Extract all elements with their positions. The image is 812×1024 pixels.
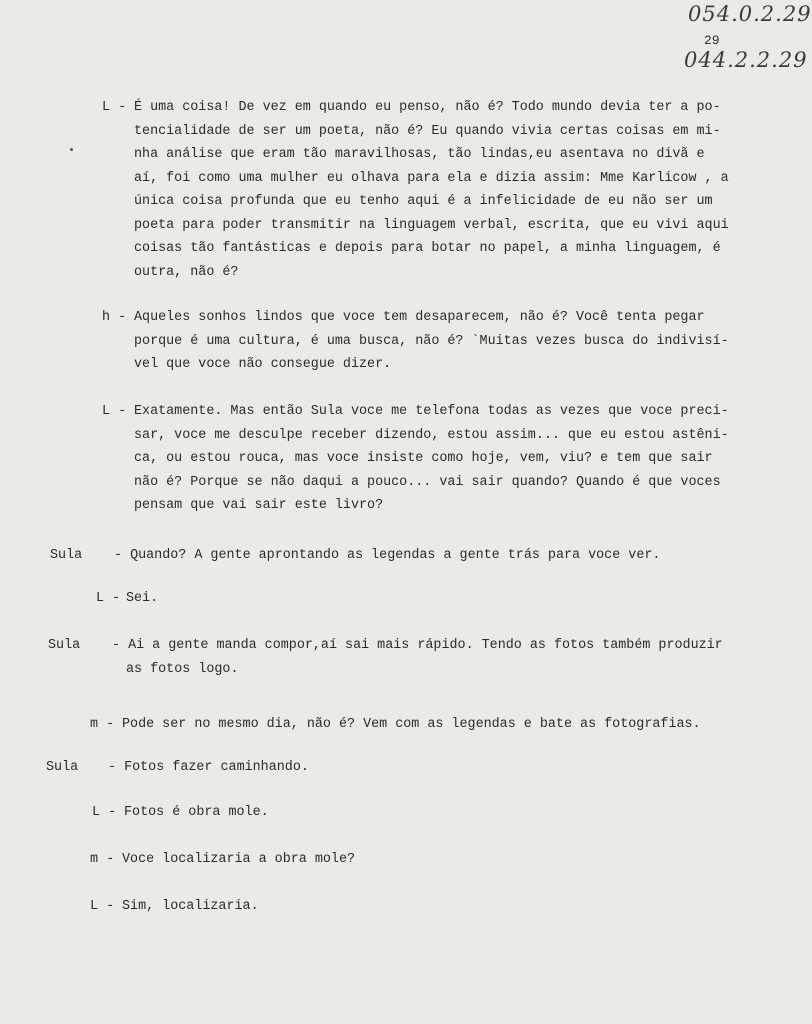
dialogue-line: porque é uma cultura, é uma busca, não é? `Muitas vezes busca do indivisí- <box>134 333 729 349</box>
dialogue-line: Aqueles sonhos lindos que voce tem desaparecem, não é? Você tenta pegar <box>134 310 705 325</box>
speaker-label: m - <box>90 717 115 732</box>
dialogue-line: pensam que vai sair este livro? <box>134 498 384 513</box>
dialogue-line: as fotos logo. <box>126 661 239 677</box>
speaker-label: Sula <box>48 638 81 653</box>
dialogue-line: nha análise que eram tão maravilhosas, tão lindas,eu asentava no divã e <box>134 147 705 162</box>
speaker-label: m - <box>90 852 115 867</box>
speaker-label: L - <box>96 591 121 606</box>
dialogue-line: Voce localizaria a obra mole? <box>122 852 356 867</box>
dialogue-line: sar, voce me desculpe receber dizendo, estou assim... que eu estou astêni- <box>134 427 729 443</box>
dialogue-line: - Ai a gente manda compor,aí sai mais rápido. Tendo as fotos também produzir <box>112 638 723 653</box>
archive-code-handwritten: 054.0.2.29 <box>688 2 812 26</box>
dialogue-line: outra, não é? <box>134 264 239 280</box>
dialogue-line: Sim, localizaria. <box>122 899 259 914</box>
dialogue-line: ca, ou estou rouca, mas voce insiste como hoje, vem, viu? e tem que sair <box>134 451 713 466</box>
dialogue-line: única coisa profunda que eu tenho aqui é a infelicidade de eu não ser um <box>134 194 713 209</box>
dialogue-line: Fotos é obra mole. <box>124 805 269 820</box>
page-number: 29 <box>704 33 720 48</box>
dialogue-line: Sei. <box>126 591 159 606</box>
speaker-label: Sula <box>46 760 79 775</box>
dialogue-line: tencialidade de ser um poeta, não é? Eu quando vivia certas coisas em mi- <box>134 123 721 139</box>
dialogue-line: - Quando? A gente aprontando as legendas a gente trás para voce ver. <box>114 548 661 563</box>
dialogue-line: - Fotos fazer caminhando. <box>108 760 309 775</box>
speaker-label: L - <box>92 805 117 820</box>
dialogue-line: aí, foi como uma mulher eu olhava para ela e dizia assim: Mme Karlicow , a <box>134 170 729 186</box>
speaker-label: L - <box>102 404 127 419</box>
dialogue-line: É uma coisa! De vez em quando eu penso, não é? Todo mundo devia ter a po- <box>134 100 721 115</box>
speaker-label: Sula <box>50 548 83 563</box>
dialogue-line: coisas tão fantásticas e depois para botar no papel, a minha linguagem, é <box>134 241 721 256</box>
dialogue-line: poeta para poder transmitir na linguagem verbal, escrita, que eu vivi aqui <box>134 217 729 233</box>
speaker-label: h - <box>102 310 127 325</box>
margin-mark <box>70 148 73 151</box>
archive-code-handwritten-secondary: 044.2.2.29 <box>684 48 808 72</box>
speaker-label: L - <box>102 100 127 115</box>
dialogue-line: Pode ser no mesmo dia, não é? Vem com as legendas e bate as fotografias. <box>122 717 701 732</box>
dialogue-line: Exatamente. Mas então Sula voce me telefona todas as vezes que voce preci- <box>134 404 729 419</box>
speaker-label: L - <box>90 899 115 914</box>
dialogue-line: vel que voce não consegue dizer. <box>134 357 392 372</box>
dialogue-line: não é? Porque se não daqui a pouco... vai sair quando? Quando é que voces <box>134 474 721 490</box>
